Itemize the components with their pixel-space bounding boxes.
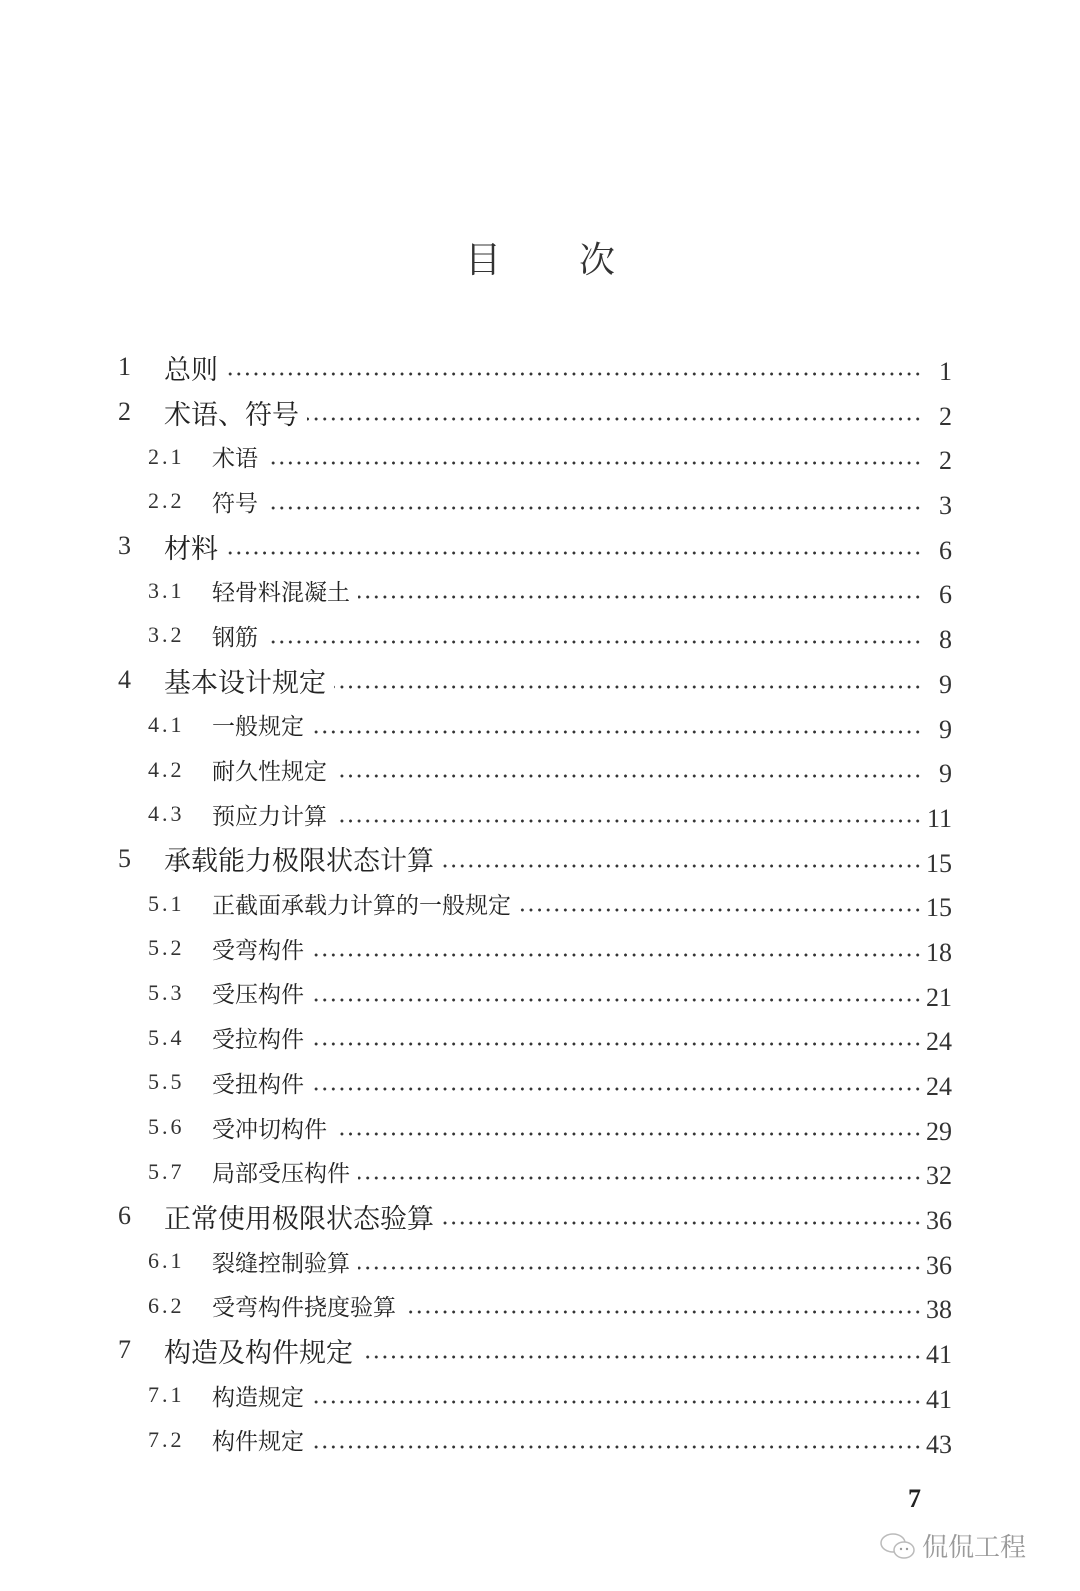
entry-page: 38 [926,1295,952,1325]
toc-entry[interactable] [0,479,1080,524]
entry-number: 6.1 [148,1248,185,1274]
entry-number: 3.2 [148,622,185,648]
toc-heading: 目次 [464,240,693,281]
entry-number: 3 [118,531,131,561]
dot-leader [358,1266,922,1270]
toc-entry[interactable] [0,1328,1080,1373]
entry-title: 正截面承载力计算的一般规定 [212,893,511,920]
entry-number: 4.1 [148,711,185,737]
entry-title: 钢筋 [212,624,258,651]
entry-title: 承载能力极限状态计算 [164,846,434,878]
toc-entry[interactable] [0,1283,1080,1328]
toc-entry[interactable] [0,971,1080,1016]
entry-page: 8 [939,625,952,655]
dot-leader [335,1132,922,1136]
entry-page: 21 [926,982,952,1012]
entry-title: 构造规定 [212,1384,304,1411]
entry-number: 4.2 [148,756,185,782]
entry-number: 7 [118,1335,131,1365]
watermark-text: 侃侃工程 [922,1533,1027,1563]
toc-entry[interactable] [0,1194,1080,1239]
entry-title: 一般规定 [212,714,304,741]
dot-leader [312,1087,922,1091]
entry-number: 2 [118,397,131,427]
entry-number: 5.6 [148,1114,185,1140]
toc-entry[interactable] [0,1239,1080,1284]
dot-leader [312,998,922,1002]
entry-title: 总则 [164,354,218,386]
entry-title: 轻骨料混凝土 [212,580,350,607]
entry-title: 受扭构件 [212,1071,304,1098]
entry-number: 4.3 [148,801,185,827]
entry-title: 构造及构件规定 [164,1337,353,1369]
toc-entry[interactable] [0,881,1080,926]
entry-page: 9 [939,669,952,699]
dot-leader [226,551,922,555]
entry-page: 43 [926,1429,952,1459]
entry-title: 受拉构件 [212,1027,304,1054]
toc-entry[interactable] [0,837,1080,882]
entry-title: 正常使用极限状态验算 [164,1203,434,1235]
entry-title: 受弯构件 [212,937,304,964]
dot-leader [312,1042,922,1046]
entry-number: 6.2 [148,1292,185,1318]
dot-leader [312,1400,922,1404]
toc-entry[interactable] [0,1060,1080,1105]
entry-number: 5 [118,843,131,873]
toc-entry[interactable] [0,703,1080,748]
table-of-contents [0,345,1080,1462]
entry-number: 7.2 [148,1426,185,1452]
dot-leader [266,640,922,644]
entry-title: 术语 [212,446,258,473]
entry-page: 18 [926,937,952,967]
entry-page: 3 [939,491,952,521]
entry-number: 1 [118,352,131,382]
entry-page: 32 [926,1161,952,1191]
dot-leader [334,685,922,689]
dot-leader [266,506,922,510]
entry-page: 6 [939,580,952,610]
entry-title: 构件规定 [212,1429,304,1456]
watermark [878,1527,1026,1564]
entry-title: 符号 [212,490,258,517]
toc-entry[interactable] [0,658,1080,703]
entry-page: 15 [926,848,952,878]
entry-number: 3.1 [148,577,185,603]
page-number: 7 [908,1484,921,1513]
toc-entry[interactable] [0,390,1080,435]
entry-page: 9 [939,714,952,744]
entry-number: 6 [118,1201,131,1231]
entry-number: 5.3 [148,979,185,1005]
toc-entry[interactable] [0,926,1080,971]
entry-title: 局部受压构件 [212,1161,350,1188]
dot-leader [226,372,922,376]
entry-page: 6 [939,535,952,565]
entry-title: 预应力计算 [212,803,327,830]
dot-leader [361,1355,922,1359]
toc-entry[interactable] [0,1105,1080,1150]
entry-page: 29 [926,1116,952,1146]
toc-entry[interactable] [0,1149,1080,1194]
toc-entry[interactable] [0,747,1080,792]
dot-leader [335,819,922,823]
entry-number: 2.1 [148,443,185,469]
entry-number: 5.7 [148,1158,185,1184]
toc-entry[interactable] [0,613,1080,658]
dot-leader [358,1176,922,1180]
entry-page: 15 [926,893,952,923]
entry-title: 耐久性规定 [212,759,327,786]
dot-leader [307,417,922,421]
entry-title: 材料 [164,533,218,565]
entry-page: 36 [926,1206,952,1236]
toc-entry[interactable] [0,1373,1080,1418]
entry-page: 24 [926,1072,952,1101]
toc-entry[interactable] [0,345,1080,390]
dot-leader [404,1310,922,1314]
entry-page: 1 [939,357,952,386]
toc-entry[interactable] [0,568,1080,613]
entry-page: 2 [939,401,952,431]
dot-leader [312,730,922,734]
dot-leader [266,461,922,465]
toc-entry[interactable] [0,434,1080,479]
toc-entry[interactable] [0,1015,1080,1060]
dot-leader [442,864,922,868]
entry-page: 24 [926,1027,952,1057]
toc-entry[interactable] [0,792,1080,837]
entry-page: 36 [926,1250,952,1280]
toc-entry[interactable] [0,524,1080,569]
entry-number: 2.2 [148,488,185,514]
entry-number: 5.2 [148,935,185,961]
entry-number: 4 [118,665,131,695]
entry-page: 11 [926,803,952,833]
entry-title: 受压构件 [212,982,304,1009]
dot-leader [312,953,922,957]
toc-entry[interactable] [0,1418,1080,1463]
dot-leader [519,908,922,912]
entry-page: 41 [926,1384,952,1414]
entry-number: 5.4 [148,1024,185,1050]
entry-title: 术语、符号 [164,399,299,431]
entry-page: 9 [939,759,952,789]
entry-title: 受弯构件挠度验算 [212,1295,396,1322]
entry-number: 7.1 [148,1382,185,1408]
entry-page: 2 [939,446,952,476]
entry-title: 基本设计规定 [164,667,326,699]
entry-page: 41 [926,1340,952,1370]
wechat-icon [878,1531,918,1561]
dot-leader [442,1221,922,1225]
entry-number: 5.1 [148,890,185,916]
entry-title: 受冲切构件 [212,1116,327,1143]
dot-leader [312,1445,922,1449]
dot-leader [358,595,922,599]
entry-number: 5.5 [148,1069,185,1095]
dot-leader [335,774,922,778]
entry-title: 裂缝控制验算 [212,1250,350,1277]
